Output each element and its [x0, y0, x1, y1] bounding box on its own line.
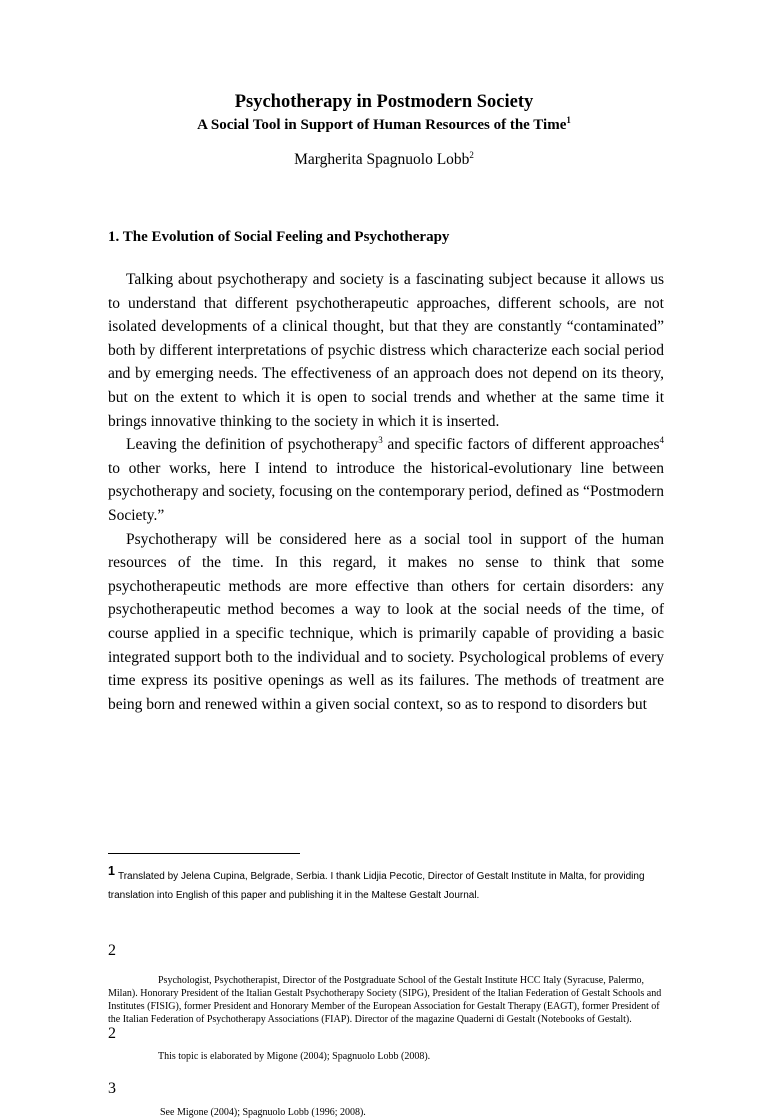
- footnote-1-text: Translated by Jelena Cupina, Belgrade, Serbia. I thank Lidjia Pecotic, Director of Gestalt Institute in Malta, for providing translation into English of this paper and publishing it in the Maltese Gestalt Journal.: [108, 871, 645, 901]
- paper-subtitle: [0, 117, 768, 134]
- footnote-4-text: See Migone (2004); Spagnuolo Lobb (1996; 2008).: [160, 1107, 366, 1118]
- subtitle-text: A Social Tool in Support of Human Resources of the Time: [197, 117, 567, 133]
- footnote-ref-2[interactable]: 2: [469, 149, 474, 160]
- paper-title: Psychotherapy in Postmodern Society: [234, 92, 534, 112]
- footnote-ref-1[interactable]: 1: [566, 115, 571, 125]
- body-text: [108, 268, 664, 716]
- footnote-3-number: 2: [108, 1025, 116, 1042]
- footnote-ref-3[interactable]: 3: [378, 435, 383, 445]
- footnote-1: [108, 863, 668, 905]
- footnote-ref-4[interactable]: 4: [659, 435, 664, 445]
- author-name: Margherita Spagnuolo Lobb: [294, 151, 470, 168]
- footnote-2-text: Psychologist, Psychotherapist, Director of the Postgraduate School of the Gestalt Institute HCC Italy (Syracuse, Palermo, Milan). Honorary President of the Italian Gestalt Psychotherapy Society (SIPG), President of the Italian Federation of Gestalt Schools and Institutes (FISIG), former President and Honorary Member of the European Association for Gestalt Therapy (EAGT), former President of the Italian Federation of Psychotherapy Associations (FIAP). Director of the magazine Quaderni di Gestalt (Notebooks of Gestalt).: [108, 975, 662, 1025]
- footnote-3-text: This topic is elaborated by Migone (2004); Spagnuolo Lobb (2008).: [158, 1051, 431, 1062]
- footnote-divider: [108, 853, 300, 854]
- paragraph-2-part-a: Leaving the definition of psychotherapy: [126, 436, 379, 454]
- paragraph-2: [108, 433, 664, 527]
- paragraph-1: Talking about psychotherapy and society is a fascinating subject because it allows us to understand that different psychotherapeutic approaches, different schools, are not isolated developments of a clinical thought, but that they are constantly “contaminated” both by different interpretations of psychic distress which characterize each social period and by emerging needs. The effectiveness of an approach does not depend on its theory, but on the extent to which it is open to social trends and whether at the same time it brings innovative thinking to the society in which it is inserted.: [108, 271, 664, 430]
- footnote-1-number: 1: [108, 863, 115, 878]
- author-line: [0, 151, 768, 169]
- section-heading: 1. The Evolution of Social Feeling and Psychotherapy: [108, 229, 450, 245]
- paragraph-2-part-c: to other works, here I intend to introduce the historical-evolutionary line between psychotherapy and society, focusing on the contemporary period, defined as “Postmodern Society.”: [108, 459, 664, 524]
- footnote-4-number: 3: [108, 1080, 116, 1097]
- paragraph-2-part-b: and specific factors of different approaches: [382, 436, 660, 454]
- footnote-2-number: 2: [108, 942, 116, 959]
- paragraph-3: Psychotherapy will be considered here as a social tool in support of the human resources of the time. In this regard, it makes no sense to think that some psychotherapeutic methods are more effective than others for certain disorders: any psychotherapeutic method becomes a way to look at the social needs of the time, of course applied in a specific technique, which is primarily capable of providing a basic integrated support both to the individual and to society. Psychological problems of every time express its positive openings as well as its failures. The methods of treatment are being born and renewed within a given social context, so as to respond to disorders but: [108, 530, 664, 713]
